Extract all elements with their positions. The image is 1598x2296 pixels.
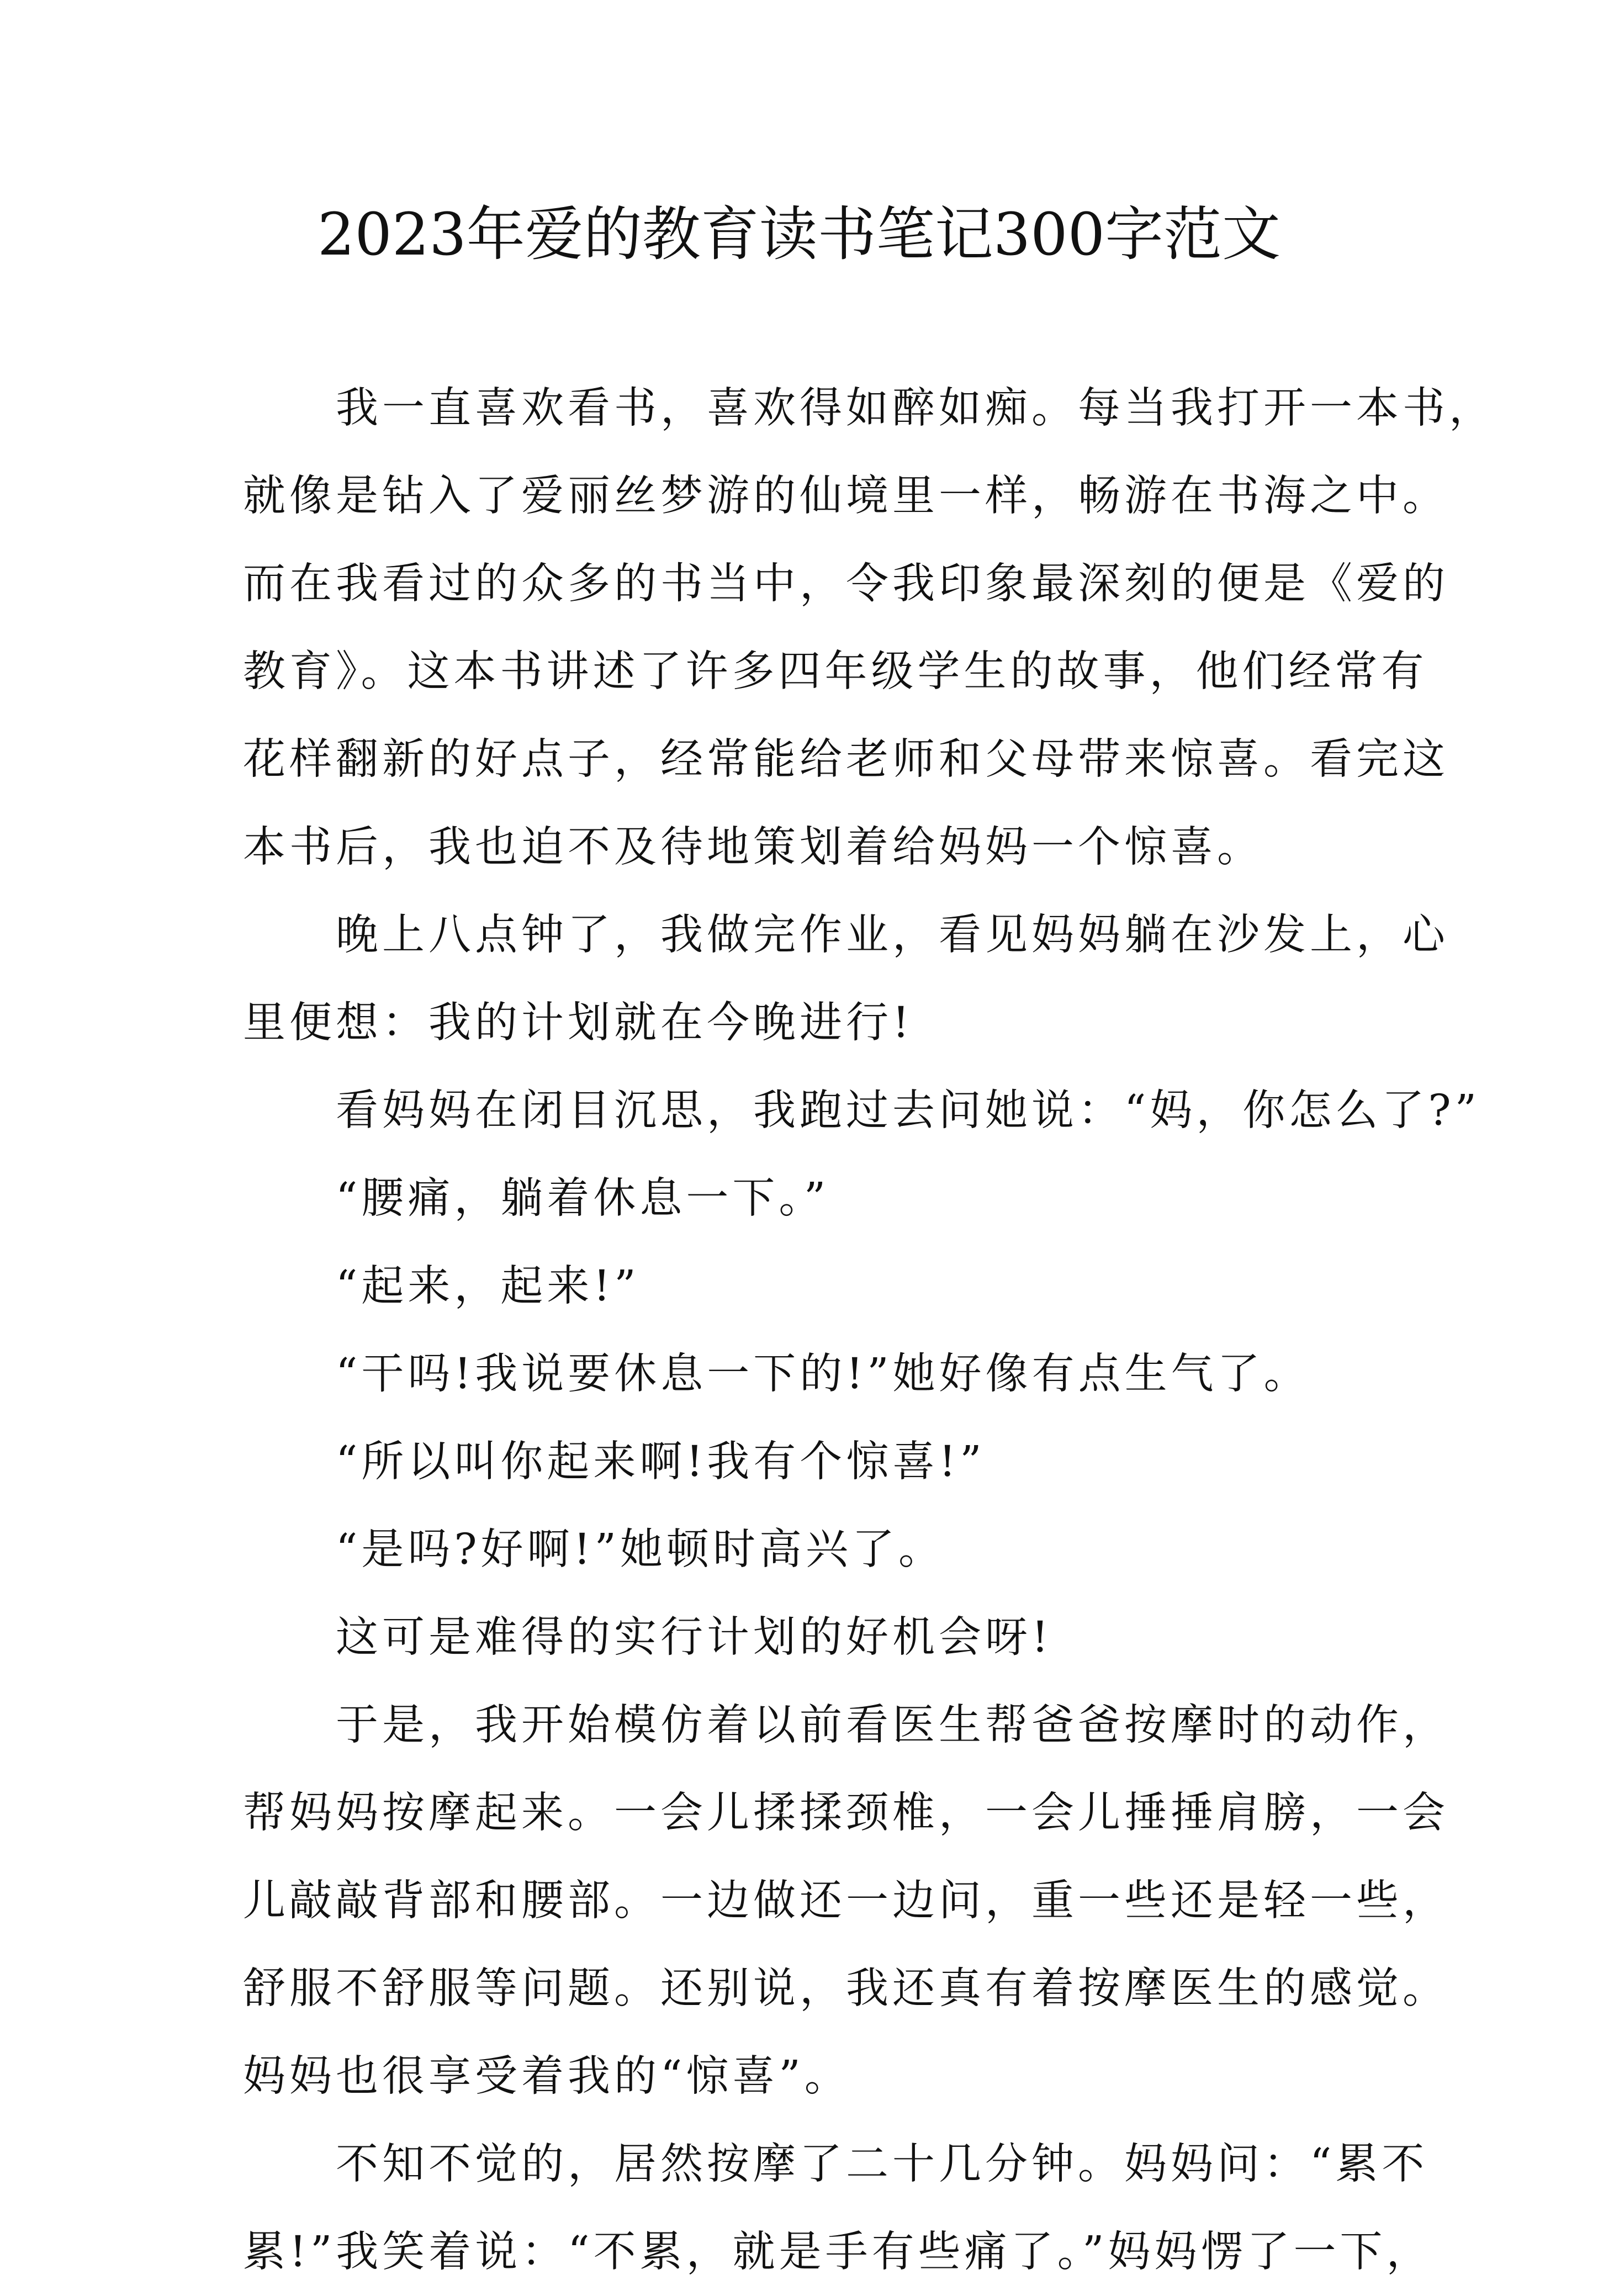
text-line: 花样翻新的好点子，经常能给老师和父母带来惊喜。看完这 bbox=[243, 735, 1449, 784]
document-body bbox=[243, 364, 1495, 2296]
document-title: 2023年爱的教育读书笔记300字范文 bbox=[317, 200, 1281, 268]
text-line: 儿敲敲背部和腰部。一边做还一边问，重一些还是轻一些， bbox=[243, 1876, 1449, 1925]
text-line: 舒服不舒服等问题。还别说，我还真有着按摩医生的感觉。 bbox=[243, 1964, 1449, 2013]
text-line: 本书后，我也迫不及待地策划着给妈妈一个惊喜。 bbox=[243, 823, 1263, 872]
text-line: “所以叫你起来啊!我有个惊喜!” bbox=[336, 1437, 986, 1486]
text-line: 妈妈也很享受着我的“惊喜”。 bbox=[243, 2052, 851, 2101]
text-line: 里便想：我的计划就在今晚进行! bbox=[243, 998, 913, 1048]
text-line: 而在我看过的众多的书当中，令我印象最深刻的便是《爱的 bbox=[243, 559, 1449, 609]
text-line: 就像是钻入了爱丽丝梦游的仙境里一样，畅游在书海之中。 bbox=[243, 472, 1449, 521]
text-line: 教育》。这本书讲述了许多四年级学生的故事，他们经常有 bbox=[243, 647, 1428, 696]
text-line: 看妈妈在闭目沉思，我跑过去问她说：“妈，你怎么了?” bbox=[336, 1086, 1481, 1135]
text-line: 不知不觉的，居然按摩了二十几分钟。妈妈问：“累不 bbox=[336, 2140, 1428, 2189]
text-line: “是吗?好啊!”她顿时高兴了。 bbox=[336, 1525, 945, 1574]
text-line: “腰痛，躺着休息一下。” bbox=[336, 1174, 830, 1223]
text-line: “干吗!我说要休息一下的!”她好像有点生气了。 bbox=[336, 1350, 1310, 1399]
text-line: 累!”我笑着说：“不累，就是手有些痛了。”妈妈愣了一下， bbox=[243, 2228, 1433, 2277]
text-line: “起来，起来!” bbox=[336, 1262, 640, 1311]
text-line: 晚上八点钟了，我做完作业，看见妈妈躺在沙发上，心 bbox=[336, 911, 1449, 960]
text-line: 这可是难得的实行计划的好机会呀! bbox=[336, 1613, 1052, 1662]
text-line: 帮妈妈按摩起来。一会儿揉揉颈椎，一会儿捶捶肩膀，一会 bbox=[243, 1789, 1449, 1838]
text-line: 于是，我开始模仿着以前看医生帮爸爸按摩时的动作， bbox=[336, 1701, 1449, 1750]
text-line: 我一直喜欢看书，喜欢得如醉如痴。每当我打开一本书， bbox=[336, 384, 1495, 433]
